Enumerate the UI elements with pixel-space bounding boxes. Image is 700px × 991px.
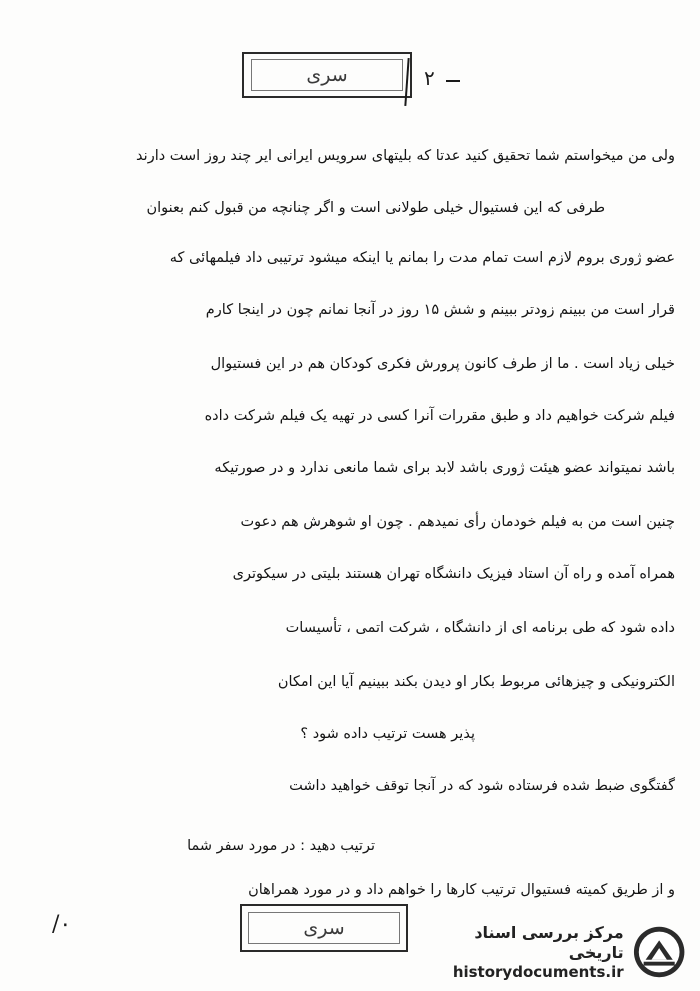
classification-box-top: [242, 52, 412, 98]
classification-box-bottom: [240, 904, 408, 952]
archive-watermark-text: [420, 923, 624, 982]
classification-label-bottom: سری: [248, 912, 400, 944]
document-page: سری ۲ ولی من میخواستم شما تحقیق کنید عدتا که بلیتهای سرویس ایرانی ایر چند روز است دارند طرفی که این فستیوال خیلی طولانی است و اگر چنانچه من قبول کنم بعنوان عضو ژوری بروم لازم است تمام مدت را بمانم یا اینکه میشود ترتیبی داد فیلمهائی که قرار است من ببینم زودتر ببینم و شش ۱۵ روز در آنجا نمانم چون در اینجا کارم خیلی زیاد است . ما از طرف کانون پرورش فکری کودکان هم در این فستیوال فیلم شرکت خواهیم داد و طبق مقررات آنرا کسی در تهیه یک فیلم شرکت داده باشد نمیتواند عضو هیئت ژوری باشد لابد برای شما مانعی ندارد و در صورتیکه چنین است من به فیلم خودمان رأی نمیدهم . چون او شوهرش هم دعوت همراه آمده و راه آن استاد فیزیک دانشگاه تهران هستند بلیتی در سیکوتری داده شود که طی برنامه ای از دانشگاه ، شرکت اتمی ، تأسیسات الکترونیکی و چیزهائی مربوط بکار او دیدن بکند ببینیم آیا این امکان پذیر هست ترتیب داده شود ؟ گفتگوی ضبط شده فرستاده شود که در آنجا توقف خواهید داشت ترتیب دهید : در مورد سفر شما و از طریق کمیته فستیوال ترتیب کارها را خواهم داد و در مورد همراهان /۰ سری مرکز بررسی اسناد تاریخی historydocuments.ir: [0, 0, 700, 991]
archive-logo-icon: [632, 924, 686, 980]
footer-mark: /۰: [52, 912, 72, 937]
archive-url: historydocuments.ir: [452, 962, 624, 981]
archive-title: مرکز بررسی اسناد تاریخی: [474, 922, 624, 962]
archive-watermark: [420, 919, 686, 985]
classification-label-top: سری: [251, 59, 403, 91]
page-number: ۲: [424, 66, 435, 90]
